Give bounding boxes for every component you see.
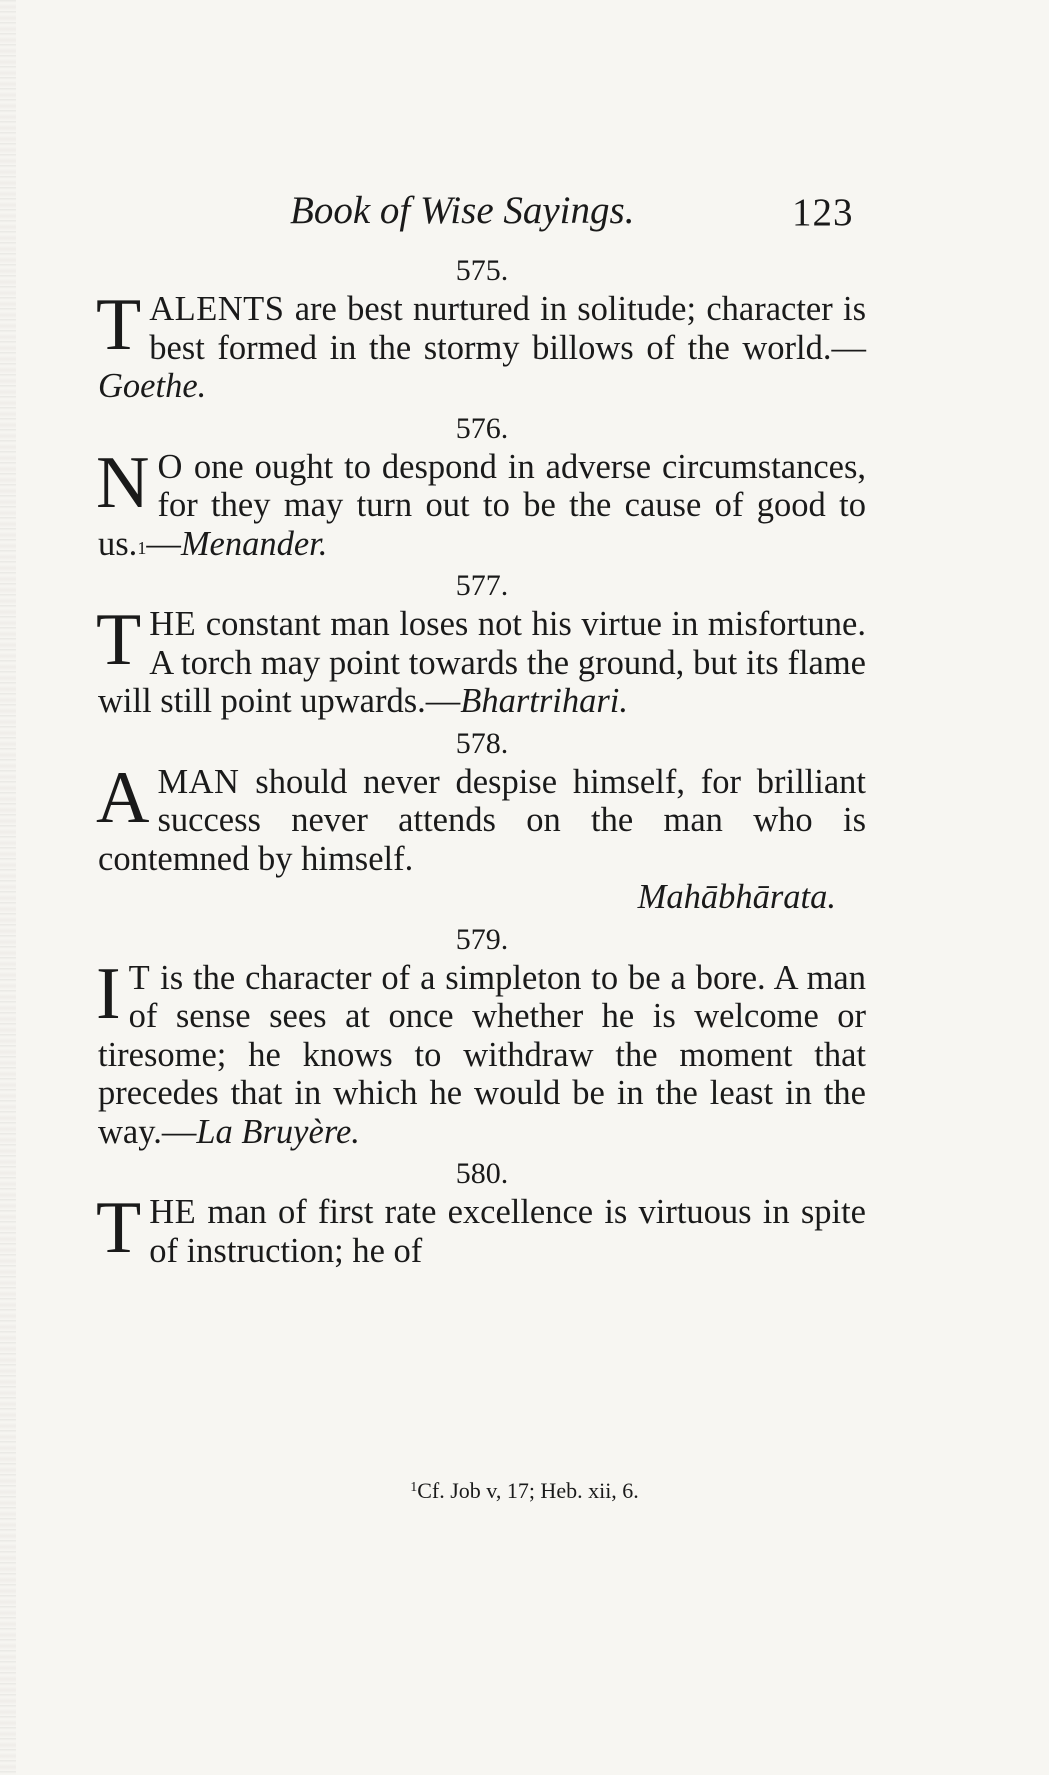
running-title: Book of Wise Sayings. <box>290 189 635 232</box>
sayings-text-block <box>98 252 866 1274</box>
drop-cap: T <box>96 284 142 366</box>
saying-body: man of first rate excellence is virtuous in spite of instruction; he of <box>149 1193 866 1270</box>
saying-number: 580. <box>455 1157 509 1190</box>
drop-cap: I <box>96 952 121 1035</box>
saying-text <box>96 756 866 879</box>
saying-number: 577. <box>455 569 509 602</box>
small-caps-lead: ALENTS <box>149 290 285 328</box>
small-caps-lead: T <box>128 958 151 997</box>
footnote <box>0 1478 1049 1504</box>
saying-author: Goethe. <box>98 367 207 405</box>
saying-entry <box>98 567 866 721</box>
drop-cap: T <box>96 1187 142 1269</box>
saying-entry <box>98 1155 866 1270</box>
saying-body: constant man loses not his virtue in misfortune. A torch may point towards the ground, but its flame will still point upwards.— <box>98 605 866 720</box>
saying-author: Menander. <box>180 524 328 563</box>
footnote-text: Cf. Job v, 17; Heb. xii, 6. <box>417 1478 639 1503</box>
saying-author: Bhartrihari. <box>460 682 628 720</box>
drop-cap: N <box>96 441 150 524</box>
saying-number: 576. <box>455 411 509 445</box>
saying-number: 575. <box>455 254 509 287</box>
saying-body: are best nurtured in solitude; character is best formed in the stormy billows of the world.— <box>149 290 866 367</box>
page-header <box>0 178 1049 238</box>
saying-body: should never despise himself, for brilliant success never attends on the man who is contemned by himself. <box>98 762 866 878</box>
drop-cap: T <box>96 599 142 681</box>
page-number: 123 <box>792 191 854 234</box>
saying-entry <box>98 725 866 917</box>
small-caps-lead: HE <box>149 1193 197 1231</box>
saying-body: is the character of a simpleton to be a bore. A man of sense sees at once whether he is welcome or tiresome; he knows to withdraw the moment that precedes that in which he would be in the least in the way.— <box>98 958 866 1151</box>
saying-author: Mahābhārata. <box>637 878 836 916</box>
small-caps-lead: MAN <box>157 762 240 801</box>
saying-entry <box>98 410 866 564</box>
saying-number: 578. <box>455 726 509 760</box>
footnote-reference: 1 <box>137 537 147 558</box>
saying-author: La Bruyère. <box>196 1112 360 1151</box>
page-gutter-edge <box>0 0 16 1775</box>
saying-entry <box>98 921 866 1152</box>
attribution-dash: — <box>146 524 181 563</box>
footnote-mark: 1 <box>410 1480 418 1495</box>
saying-body: one ought to despond in adverse circumstances, for they may turn out to be the cause of good to us. <box>98 447 866 563</box>
saying-entry <box>98 252 866 406</box>
saying-text <box>96 284 866 406</box>
saying-text <box>96 952 866 1152</box>
small-caps-lead: O <box>157 447 183 486</box>
small-caps-lead: HE <box>149 605 197 643</box>
saying-text <box>96 441 866 564</box>
drop-cap: A <box>96 756 150 839</box>
saying-text <box>96 599 866 721</box>
saying-text <box>96 1187 866 1270</box>
saying-number: 579. <box>455 922 509 956</box>
